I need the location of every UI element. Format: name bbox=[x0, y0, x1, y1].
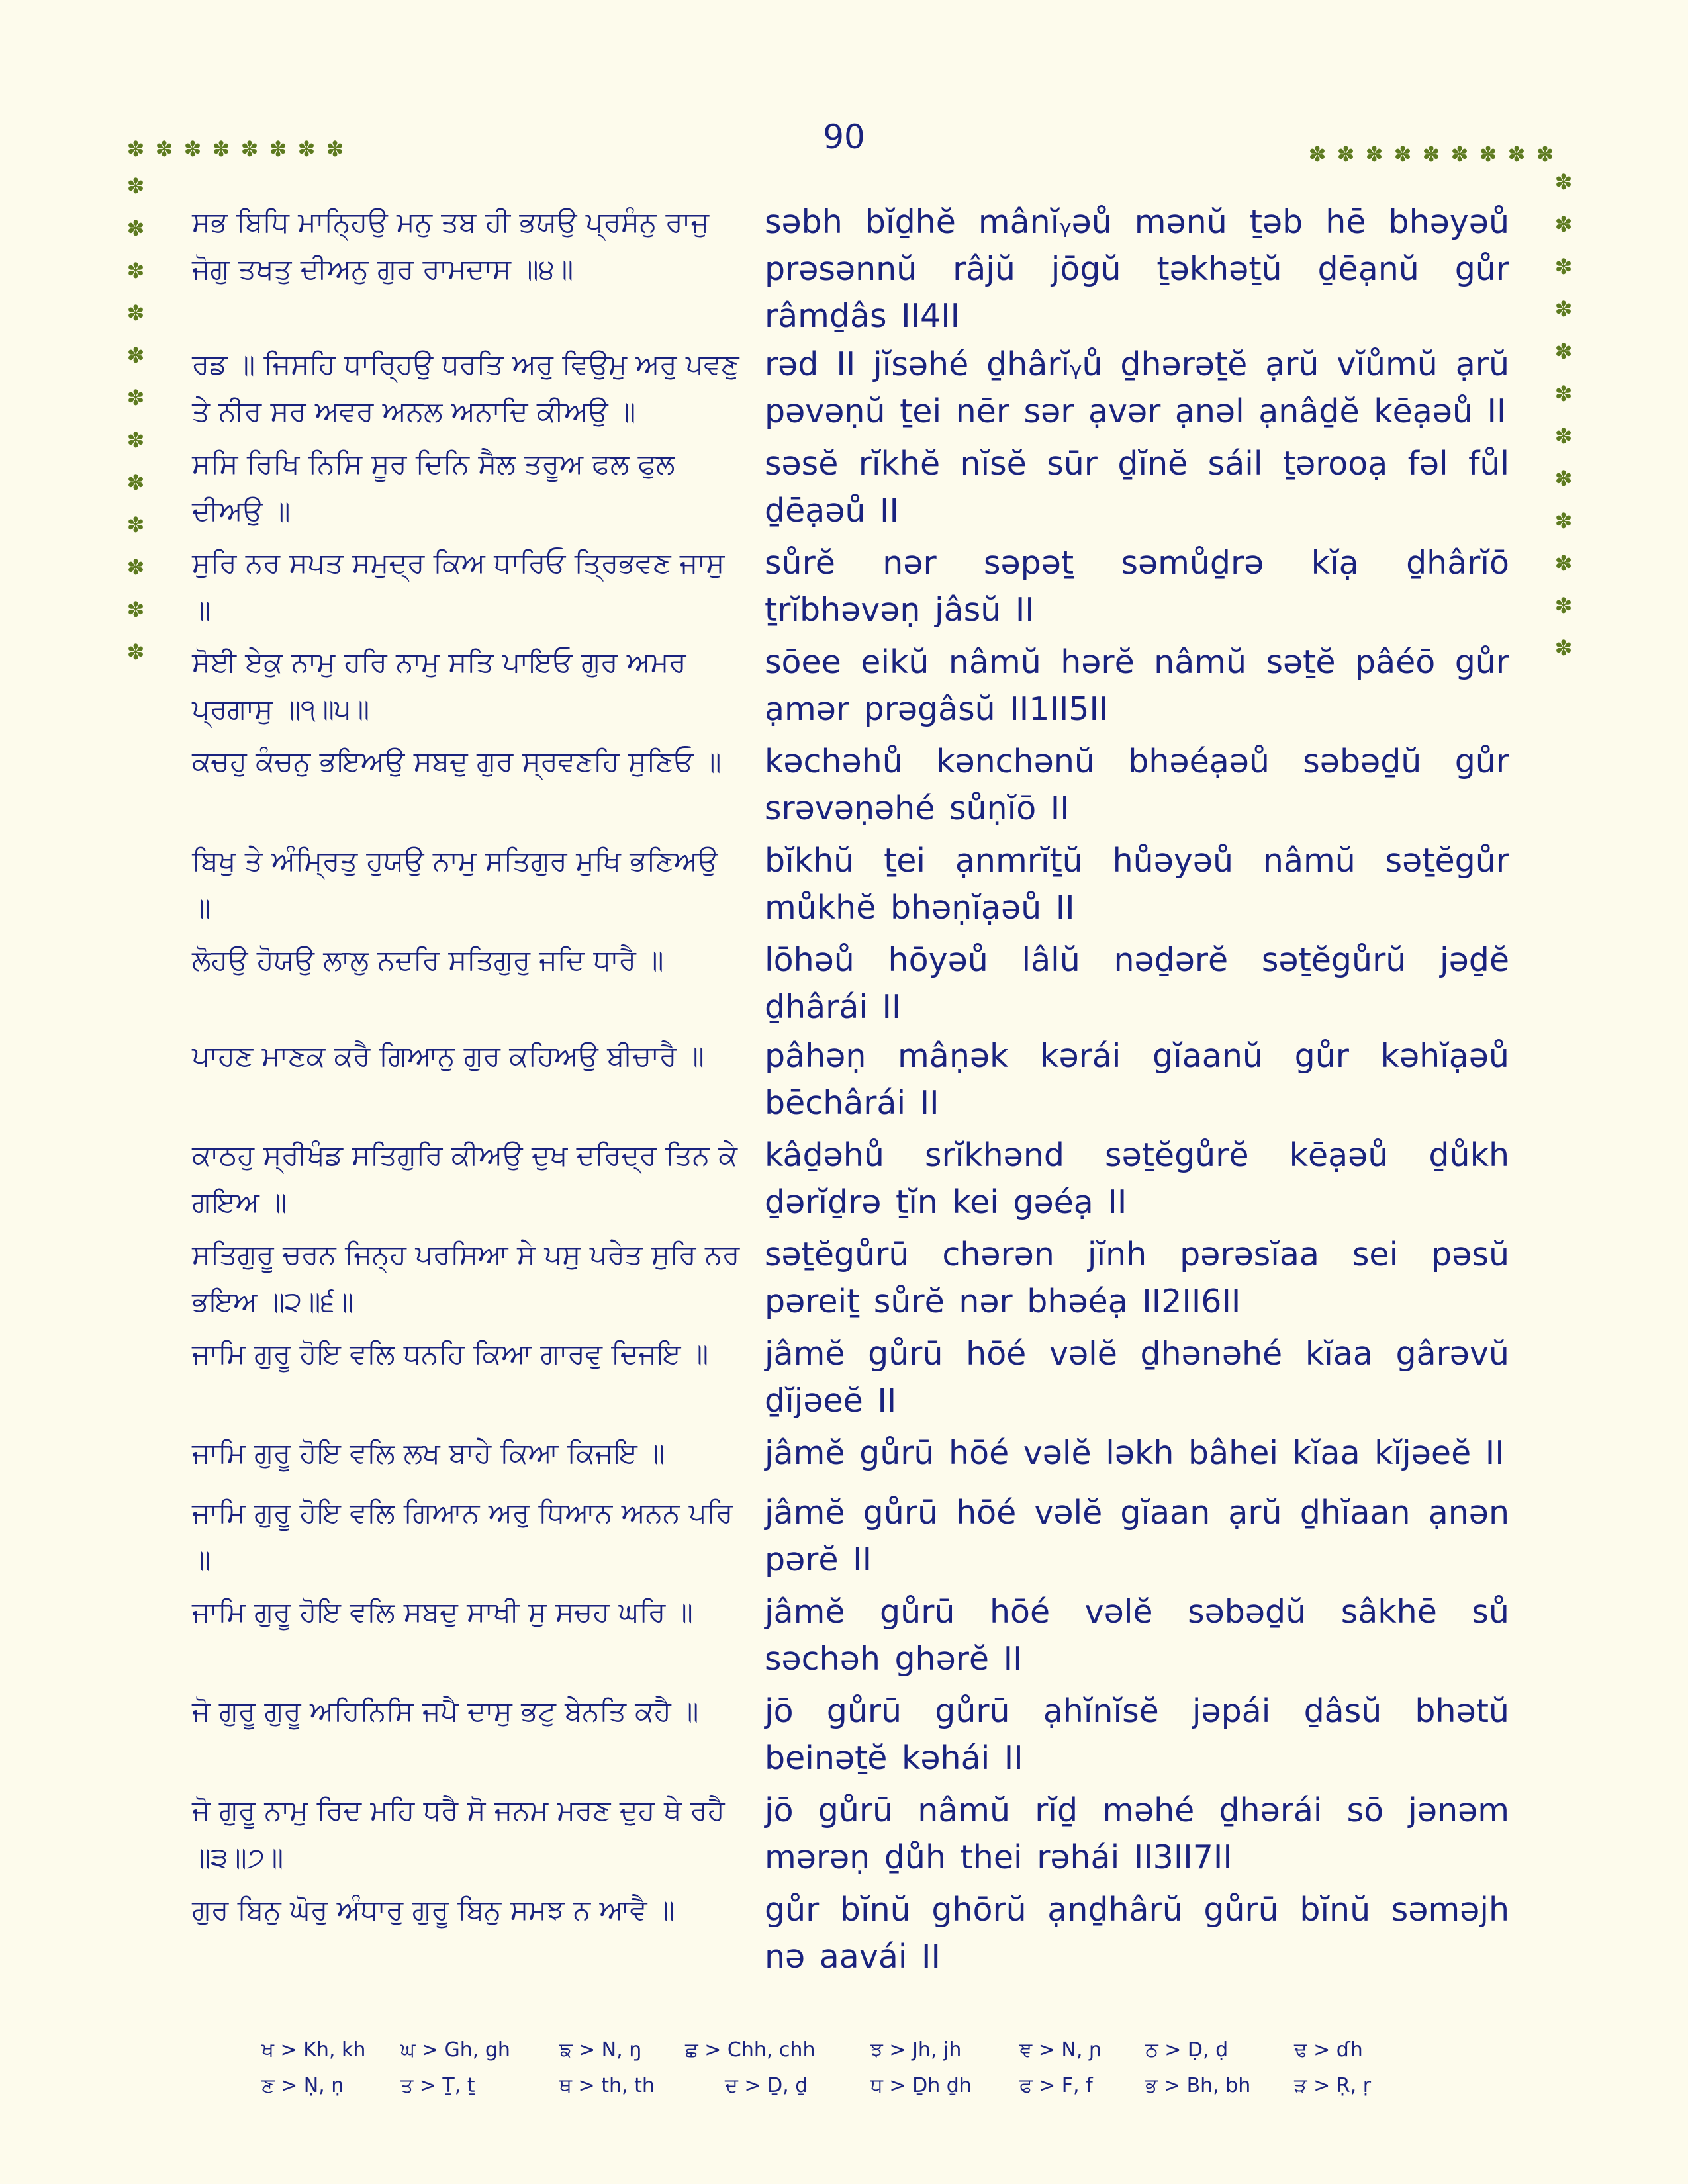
key-item: ਫ > F, f bbox=[1019, 2074, 1093, 2097]
key-item: ਧ > Ḏh ḏh bbox=[870, 2074, 972, 2097]
flower-icon: ✽ bbox=[1554, 381, 1573, 406]
gurmukhi-text: ਸੁਰਿ ਨਰ ਸਪਤ ਸਮੁਦ੍ਰ ਕਿਅ ਧਾਰਿਓ ਤ੍ਰਿਭਵਣ ਜਾਸੁ ॥ bbox=[192, 547, 725, 626]
flower-icon: ✽ bbox=[126, 343, 145, 368]
key-item: ਣ > Ṇ, ṇ bbox=[261, 2074, 344, 2097]
key-item: ਢ > ɗh bbox=[1294, 2038, 1363, 2062]
flower-icon: ✽ bbox=[1554, 466, 1573, 491]
flower-icon: ✽ bbox=[1479, 142, 1497, 167]
flower-icon: ✽ bbox=[1554, 296, 1573, 322]
flower-icon: ✽ bbox=[1554, 169, 1573, 195]
flower-icon: ✽ bbox=[126, 597, 145, 622]
key-item: ਞ > N, ɲ bbox=[1019, 2038, 1102, 2062]
transliteration-key bbox=[261, 2038, 1453, 2110]
transliteration-text: kâḏəhů srĭkhənd səṯĕgůrĕ kēạəů ḏůkh ḏərĭḏrə ṯĭn kei gəéạ II bbox=[765, 1136, 1509, 1221]
gurmukhi-text: ਲੋਹਉ ਹੋਯਉ ਲਾਲੁ ਨਦਰਿ ਸਤਿਗੁਰੁ ਜਦਿ ਧਾਰੈ ॥ bbox=[192, 944, 664, 976]
key-item: ਘ > Gh, gh bbox=[400, 2038, 510, 2062]
transliteration-text: lōhəů hōyəů lâlŭ nəḏərĕ səṯĕgůrŭ jəḏĕ ḏhârái II bbox=[765, 941, 1509, 1026]
flower-icon: ✽ bbox=[1554, 339, 1573, 364]
key-row bbox=[261, 2074, 1453, 2110]
flower-icon: ✽ bbox=[126, 639, 145, 664]
key-item: ਠ > Ḍ, ḍ bbox=[1145, 2038, 1229, 2062]
transliteration-text: pâhəṇ mâṇək kərái gĭaanŭ gůr kəhĭạəů bēchârái II bbox=[765, 1037, 1509, 1122]
flower-icon: ✽ bbox=[1393, 142, 1412, 167]
key-item: ੜ > Ṛ, ṛ bbox=[1294, 2074, 1372, 2097]
gurmukhi-text: ਪਾਹਣ ਮਾਣਕ ਕਰੈ ਗਿਆਨੁ ਗੁਰ ਕਹਿਅਉ ਬੀਚਾਰੈ ॥ bbox=[192, 1040, 704, 1072]
gurmukhi-text: ਜਾਮਿ ਗੁਰੂ ਹੋਇ ਵਲਿ ਸਬਦੁ ਸਾਖੀ ਸੁ ਸਚਹ ਘਰਿ ॥ bbox=[192, 1596, 693, 1628]
transliteration-text: jâmĕ gůrū hōé vəlĕ ḏhənəhé kĭaa gârəvŭ ḏĭjəeĕ II bbox=[765, 1335, 1509, 1420]
gurmukhi-text: ਜਾਮਿ ਗੁਰੂ ਹੋਇ ਵਲਿ ਗਿਆਨ ਅਰੁ ਧਿਆਨ ਅਨਨ ਪਰਿ ॥ bbox=[192, 1496, 733, 1576]
flower-icon: ✽ bbox=[1507, 142, 1526, 167]
flower-icon: ✽ bbox=[1422, 142, 1440, 167]
key-item: ਥ > th, th bbox=[559, 2074, 655, 2097]
flower-icon: ✽ bbox=[212, 136, 230, 161]
flower-icon: ✽ bbox=[155, 136, 173, 161]
transliteration-text: jō gůrū gůrū ạhĭnĭsĕ jəpái ḏâsŭ bhətŭ beinəṯĕ kəhái II bbox=[765, 1692, 1509, 1777]
flower-icon: ✽ bbox=[126, 428, 145, 453]
transliteration-text: jâmĕ gůrū hōé vəlĕ ləkh bâhei kĭaa kĭjəeĕ II bbox=[765, 1434, 1505, 1472]
flower-icon: ✽ bbox=[269, 136, 287, 161]
transliteration-text: səbh bĭḏhĕ mânĭᵧəů mənŭ ṯəb hē bhəyəů prəsənnŭ râjŭ jōgŭ ṯəkhəṯŭ ḏēạnŭ gůr râmḏâs II4II bbox=[765, 203, 1509, 335]
flower-icon: ✽ bbox=[1450, 142, 1469, 167]
flower-icon: ✽ bbox=[1308, 142, 1327, 167]
flower-icon: ✽ bbox=[126, 136, 145, 161]
flower-icon: ✽ bbox=[1554, 212, 1573, 237]
transliteration-text: səsĕ rĭkhĕ nĭsĕ sūr ḏĭnĕ sáil ṯərooạ fəl fůl ḏēạəů II bbox=[765, 445, 1509, 529]
flower-icon: ✽ bbox=[126, 173, 145, 199]
transliteration-text: jō gůrū nâmŭ rĭḏ məhé ḏhərái sō jənəm mərəṇ ḏůh thei rəhái II3II7II bbox=[765, 1792, 1509, 1876]
transliteration-text: sōee eikŭ nâmŭ hərĕ nâmŭ səṯĕ pâéō gůr ạmər prəgâsŭ II1II5II bbox=[765, 643, 1509, 728]
flower-icon: ✽ bbox=[1554, 254, 1573, 279]
flower-icon: ✽ bbox=[1365, 142, 1383, 167]
gurmukhi-text: ਬਿਖੁ ਤੇ ਅੰਮ੍ਰਿਤੁ ਹੁਯਉ ਨਾਮੁ ਸਤਿਗੁਰ ਮੁਖਿ ਭਣਿਅਉ ॥ bbox=[192, 844, 718, 924]
flower-icon: ✽ bbox=[126, 470, 145, 495]
transliteration-text: kəchəhů kənchənŭ bhəéạəů səbəḏŭ gůr srəvəṇəhé sůṇĭō II bbox=[765, 743, 1509, 827]
key-row bbox=[261, 2038, 1453, 2074]
gurmukhi-text: ਜਾਮਿ ਗੁਰੂ ਹੋਇ ਵਲਿ ਲਖ ਬਾਹੇ ਕਿਆ ਕਿਜਇ ॥ bbox=[192, 1437, 665, 1469]
gurmukhi-text: ਕਾਠਹੁ ਸ੍ਰੀਖੰਡ ਸਤਿਗੁਰਿ ਕੀਅਉ ਦੁਖ ਦਰਿਦ੍ਰ ਤਿਨ ਕੇ ਗਇਅ ॥ bbox=[192, 1139, 737, 1218]
gurmukhi-text: ਗੁਰ ਬਿਨੁ ਘੋਰੁ ਅੰਧਾਰੁ ਗੁਰੂ ਬਿਨੁ ਸਮਝ ਨ ਆਵੈ ॥ bbox=[192, 1893, 675, 1926]
flower-icon: ✽ bbox=[1336, 142, 1355, 167]
flower-icon: ✽ bbox=[126, 216, 145, 241]
gurmukhi-text: ਜੋ ਗੁਰੂ ਨਾਮੁ ਰਿਦ ਮਹਿ ਧਰੈ ਸੋ ਜਨਮ ਮਰਣ ਦੁਹ ਥੇ ਰਹੈ ॥੩॥੭॥ bbox=[192, 1794, 725, 1874]
gurmukhi-text: ਰਡ ॥ ਜਿਸਹਿ ਧਾਰ੍ਹਿਉ ਧਰਤਿ ਅਰੁ ਵਿਉਮੁ ਅਰੁ ਪਵਣੁ ਤੇ ਨੀਰ ਸਰ ਅਵਰ ਅਨਲ ਅਨਾਦਿ ਕੀਅਉ ॥ bbox=[192, 348, 739, 428]
flower-icon: ✽ bbox=[126, 555, 145, 580]
key-item: ਭ > Bh, bh bbox=[1145, 2074, 1251, 2097]
flower-icon: ✽ bbox=[240, 136, 259, 161]
gurmukhi-text: ਸਭ ਬਿਧਿ ਮਾਨ੍ਹਿਉ ਮਨੁ ਤਬ ਹੀ ਭਯਉ ਪ੍ਰਸੰਨੁ ਰਾਜੁ ਜੋਗੁ ਤਖਤੁ ਦੀਅਨੁ ਗੁਰ ਰਾਮਦਾਸ ॥੪॥ bbox=[192, 206, 709, 285]
flower-icon: ✽ bbox=[126, 385, 145, 410]
key-item: ਖ > Kh, kh bbox=[261, 2038, 366, 2062]
flower-icon: ✽ bbox=[1536, 142, 1554, 167]
gurmukhi-text: ਜਾਮਿ ਗੁਰੂ ਹੋਇ ਵਲਿ ਧਨਹਿ ਕਿਆ ਗਾਰਵੁ ਦਿਜਇ ॥ bbox=[192, 1338, 709, 1370]
transliteration-text: sůrĕ nər səpəṯ səmůḏrə kĭạ ḏhârĭō ṯrĭbhəvəṇ jâsŭ II bbox=[765, 544, 1509, 629]
key-item: ਤ > Ṯ, ṯ bbox=[400, 2074, 475, 2097]
gurmukhi-text: ਸਸਿ ਰਿਖਿ ਨਿਸਿ ਸੂਰ ਦਿਨਿ ਸੈਲ ਤਰੂਅ ਫਲ ਫੁਲ ਦੀਅਉ ॥ bbox=[192, 447, 675, 527]
flower-icon: ✽ bbox=[126, 258, 145, 283]
flower-icon: ✽ bbox=[1554, 593, 1573, 618]
transliteration-text: bĭkhŭ ṯei ạnmrĭṯŭ hůəyəů nâmŭ səṯĕgůr můkhĕ bhəṇĭạəů II bbox=[765, 842, 1509, 927]
page-number: 90 bbox=[823, 118, 865, 156]
key-item: ਙ > N, ŋ bbox=[559, 2038, 642, 2062]
flower-icon: ✽ bbox=[126, 512, 145, 537]
key-item: ਛ > Chh, chh bbox=[685, 2038, 816, 2062]
gurmukhi-text: ਸਤਿਗੁਰੂ ਚਰਨ ਜਿਨ੍ਹ ਪਰਸਿਆ ਸੇ ਪਸੁ ਪਰੇਤ ਸੁਰਿ ਨਰ ਭਇਅ ॥੨॥੬॥ bbox=[192, 1238, 740, 1318]
gurmukhi-text: ਸੋਈ ਏਕੁ ਨਾਮੁ ਹਰਿ ਨਾਮੁ ਸਤਿ ਪਾਇਓ ਗੁਰ ਅਮਰ ਪ੍ਰਗਾਸੁ ॥੧॥੫॥ bbox=[192, 646, 686, 725]
flower-icon: ✽ bbox=[126, 300, 145, 326]
flower-icon: ✽ bbox=[1554, 635, 1573, 660]
key-item: ਦ > Ḏ, ḏ bbox=[725, 2074, 808, 2097]
flower-icon: ✽ bbox=[297, 136, 316, 161]
gurmukhi-text: ਕਚਹੁ ਕੰਚਨੁ ਭਇਅਉ ਸਬਦੁ ਗੁਰ ਸ੍ਰਵਣਹਿ ਸੁਣਿਓ ॥ bbox=[192, 745, 722, 778]
flower-icon: ✽ bbox=[1554, 551, 1573, 576]
transliteration-text: rəd II jĭsəhé ḏhârĭᵧů ḏhərəṯĕ ạrŭ vĭůmŭ ạrŭ pəvəṇŭ ṯei nēr sər ạvər ạnəl ạnâḏĕ kēạəů II bbox=[765, 345, 1509, 430]
transliteration-text: gůr bĭnŭ ghōrŭ ạnḏhârŭ gůrū bĭnŭ səməjh nə aavái II bbox=[765, 1891, 1509, 1976]
transliteration-text: səṯĕgůrū chərən jĭnh pərəsĭaa sei pəsŭ pəreiṯ sůrĕ nər bhəéạ II2II6II bbox=[765, 1236, 1509, 1320]
flower-icon: ✽ bbox=[1554, 508, 1573, 533]
flower-icon: ✽ bbox=[326, 136, 344, 161]
transliteration-text: jâmĕ gůrū hōé vəlĕ səbəḏŭ sâkhē sů səchəh ghərĕ II bbox=[765, 1593, 1509, 1678]
key-item: ਝ > Jh, jh bbox=[870, 2038, 962, 2062]
flower-icon: ✽ bbox=[183, 136, 202, 161]
gurmukhi-text: ਜੋ ਗੁਰੂ ਗੁਰੂ ਅਹਿਨਿਸਿ ਜਪੈ ਦਾਸੁ ਭਟੁ ਬੇਨਤਿ ਕਹੈ ॥ bbox=[192, 1695, 699, 1727]
transliteration-text: jâmĕ gůrū hōé vəlĕ gĭaan ạrŭ ḏhĭaan ạnən pərĕ II bbox=[765, 1494, 1509, 1578]
flower-icon: ✽ bbox=[1554, 424, 1573, 449]
